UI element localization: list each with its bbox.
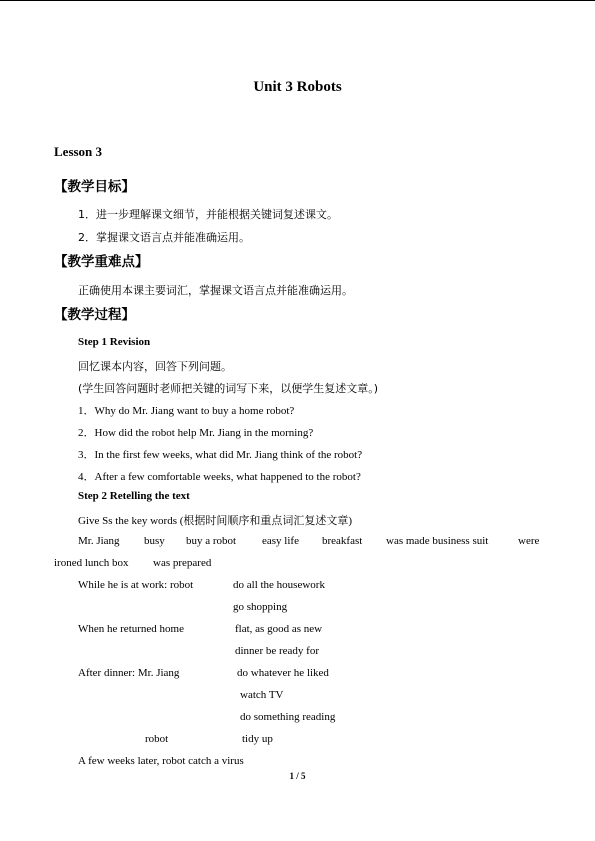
after-item: do something reading [240, 711, 336, 723]
question-item: 3．In the first few weeks, what did Mr. Jiang think of the robot? [78, 449, 363, 461]
step2-intro: Give Ss the key words (根据时间顺序和重点词汇复述文章) [78, 515, 353, 527]
section-heading-key-points: 【教学重难点】 [54, 254, 149, 270]
while-label: While he is at work: robot [78, 579, 194, 591]
keyword: buy a robot [186, 535, 237, 547]
later-line: A few weeks later, robot catch a virus [78, 755, 244, 767]
returned-item: dinner be ready for [235, 645, 319, 657]
objective-item: 1．进一步理解课文细节，并能根据关键词复述课文。 [78, 208, 338, 221]
while-item: do all the housework [233, 579, 325, 591]
returned-label: When he returned home [78, 623, 184, 635]
step1-line2: (学生回答问题时老师把关键的词写下来，以便学生复述文章。) [78, 382, 379, 395]
step2-title: Step 2 Retelling the text [78, 490, 190, 502]
keyword: Mr. Jiang [78, 535, 120, 547]
question-item: 1．Why do Mr. Jiang want to buy a home robot? [78, 405, 295, 417]
keyword: busy [144, 535, 165, 547]
keyword: were [518, 535, 540, 547]
keyword: breakfast [322, 535, 363, 547]
keyword: was made business suit [386, 535, 489, 547]
lesson-heading: Lesson 3 [54, 144, 103, 159]
key-points-text: 正确使用本课主要词汇，掌握课文语言点并能准确运用。 [78, 284, 353, 297]
robot-label: robot [145, 733, 169, 745]
robot-item: tidy up [242, 733, 273, 745]
after-label: After dinner: Mr. Jiang [78, 667, 180, 679]
keyword: easy life [262, 535, 299, 547]
while-item: go shopping [233, 601, 288, 613]
question-item: 4．After a few comfortable weeks, what happened to the robot? [78, 471, 361, 483]
document-title: Unit 3 Robots [253, 79, 342, 95]
objective-item: 2．掌握课文语言点并能准确运用。 [78, 231, 250, 244]
page-number: 1 / 5 [289, 771, 306, 781]
top-rule [0, 0, 595, 1]
after-item: watch TV [240, 689, 284, 701]
question-item: 2．How did the robot help Mr. Jiang in the morning? [78, 427, 314, 439]
keyword: ironed lunch box [54, 557, 129, 569]
after-item: do whatever he liked [237, 667, 329, 679]
section-heading-objectives: 【教学目标】 [54, 179, 135, 195]
returned-item: flat, as good as new [235, 623, 323, 635]
step1-line1: 回忆课本内容，回答下列问题。 [78, 360, 232, 373]
step1-title: Step 1 Revision [78, 336, 151, 348]
keyword: was prepared [153, 557, 212, 569]
section-heading-process: 【教学过程】 [54, 307, 135, 323]
